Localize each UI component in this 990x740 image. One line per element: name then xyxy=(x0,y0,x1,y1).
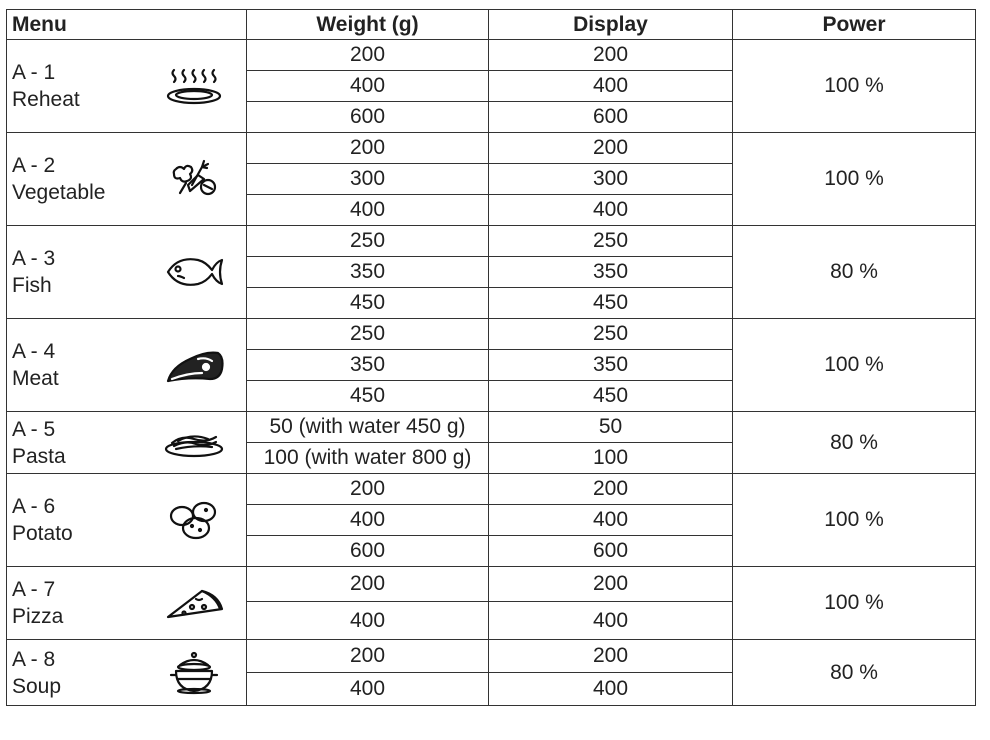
display-cell: 200 xyxy=(489,567,733,602)
auto-cook-table-wrapper xyxy=(6,9,976,706)
table-row xyxy=(7,474,976,505)
menu-cell-meat xyxy=(7,319,247,412)
menu-code: A - 5 xyxy=(12,417,56,441)
weight-cell: 400 xyxy=(247,71,489,102)
display-cell: 100 xyxy=(489,443,733,474)
table-row xyxy=(7,567,976,602)
menu-code: A - 2 xyxy=(12,154,56,177)
weight-cell: 600 xyxy=(247,536,489,567)
menu-cell-potato xyxy=(7,474,247,567)
display-cell: 600 xyxy=(489,102,733,133)
table-row xyxy=(7,412,976,443)
weight-cell: 350 xyxy=(247,257,489,288)
display-cell: 200 xyxy=(489,40,733,71)
power-cell: 100 % xyxy=(733,567,976,640)
power-cell: 100 % xyxy=(733,319,976,412)
weight-cell: 200 xyxy=(247,40,489,71)
display-cell: 250 xyxy=(489,226,733,257)
weight-cell: 250 xyxy=(247,319,489,350)
menu-code: A - 6 xyxy=(12,495,56,518)
pasta-icon xyxy=(162,419,226,467)
weight-cell: 250 xyxy=(247,226,489,257)
power-header: Power xyxy=(733,10,976,40)
table-header-row xyxy=(7,10,976,40)
display-cell: 300 xyxy=(489,164,733,195)
power-cell: 80 % xyxy=(733,412,976,474)
menu-name: Pizza xyxy=(12,605,64,628)
display-cell: 400 xyxy=(489,673,733,706)
menu-name: Soup xyxy=(12,674,62,698)
table-row xyxy=(7,640,976,673)
weight-cell: 450 xyxy=(247,288,489,319)
menu-name: Pasta xyxy=(12,444,66,468)
power-cell: 100 % xyxy=(733,133,976,226)
menu-code: A - 3 xyxy=(12,247,56,270)
weight-cell: 400 xyxy=(247,505,489,536)
weight-cell: 450 xyxy=(247,381,489,412)
display-cell: 200 xyxy=(489,133,733,164)
table-row xyxy=(7,319,976,350)
menu-cell-pizza xyxy=(7,567,247,640)
vegetable-icon xyxy=(162,155,226,203)
auto-cook-table xyxy=(6,9,976,706)
display-cell: 400 xyxy=(489,195,733,226)
weight-cell: 400 xyxy=(247,673,489,706)
table-row xyxy=(7,40,976,71)
menu-code: A - 8 xyxy=(12,647,56,671)
weight-cell: 50 (with water 450 g) xyxy=(247,412,489,443)
weight-cell: 350 xyxy=(247,350,489,381)
power-cell: 100 % xyxy=(733,40,976,133)
weight-cell: 100 (with water 800 g) xyxy=(247,443,489,474)
display-cell: 600 xyxy=(489,536,733,567)
weight-cell: 400 xyxy=(247,195,489,226)
table-row xyxy=(7,226,976,257)
menu-name: Potato xyxy=(12,522,73,545)
display-cell: 350 xyxy=(489,257,733,288)
menu-name: Reheat xyxy=(12,88,80,111)
weight-cell: 200 xyxy=(247,474,489,505)
table-row xyxy=(7,133,976,164)
menu-name: Fish xyxy=(12,274,52,297)
pizza-icon xyxy=(162,579,226,627)
menu-cell-reheat xyxy=(7,40,247,133)
power-cell: 80 % xyxy=(733,640,976,706)
display-cell: 200 xyxy=(489,474,733,505)
weight-cell: 200 xyxy=(247,133,489,164)
menu-code: A - 7 xyxy=(12,578,56,601)
meat-icon xyxy=(162,341,226,389)
weight-cell: 200 xyxy=(247,640,489,673)
display-cell: 200 xyxy=(489,640,733,673)
weight-cell: 300 xyxy=(247,164,489,195)
menu-header: Menu xyxy=(7,10,247,40)
display-cell: 450 xyxy=(489,288,733,319)
menu-cell-pasta xyxy=(7,412,247,474)
soup-pot-icon xyxy=(162,649,226,697)
display-cell: 400 xyxy=(489,602,733,640)
menu-cell-fish xyxy=(7,226,247,319)
display-cell: 400 xyxy=(489,71,733,102)
display-cell: 450 xyxy=(489,381,733,412)
weight-cell: 200 xyxy=(247,567,489,602)
reheat-plate-icon xyxy=(162,62,226,110)
menu-code: A - 1 xyxy=(12,61,56,84)
display-cell: 50 xyxy=(489,412,733,443)
menu-cell-soup xyxy=(7,640,247,706)
display-cell: 350 xyxy=(489,350,733,381)
weight-cell: 600 xyxy=(247,102,489,133)
power-cell: 100 % xyxy=(733,474,976,567)
menu-name: Vegetable xyxy=(12,181,106,204)
display-cell: 250 xyxy=(489,319,733,350)
potato-icon xyxy=(162,496,226,544)
menu-code: A - 4 xyxy=(12,340,56,363)
menu-cell-vegetable xyxy=(7,133,247,226)
display-header: Display xyxy=(489,10,733,40)
display-cell: 400 xyxy=(489,505,733,536)
weight-header: Weight (g) xyxy=(247,10,489,40)
fish-icon xyxy=(162,248,226,296)
power-cell: 80 % xyxy=(733,226,976,319)
weight-cell: 400 xyxy=(247,602,489,640)
menu-name: Meat xyxy=(12,367,59,390)
